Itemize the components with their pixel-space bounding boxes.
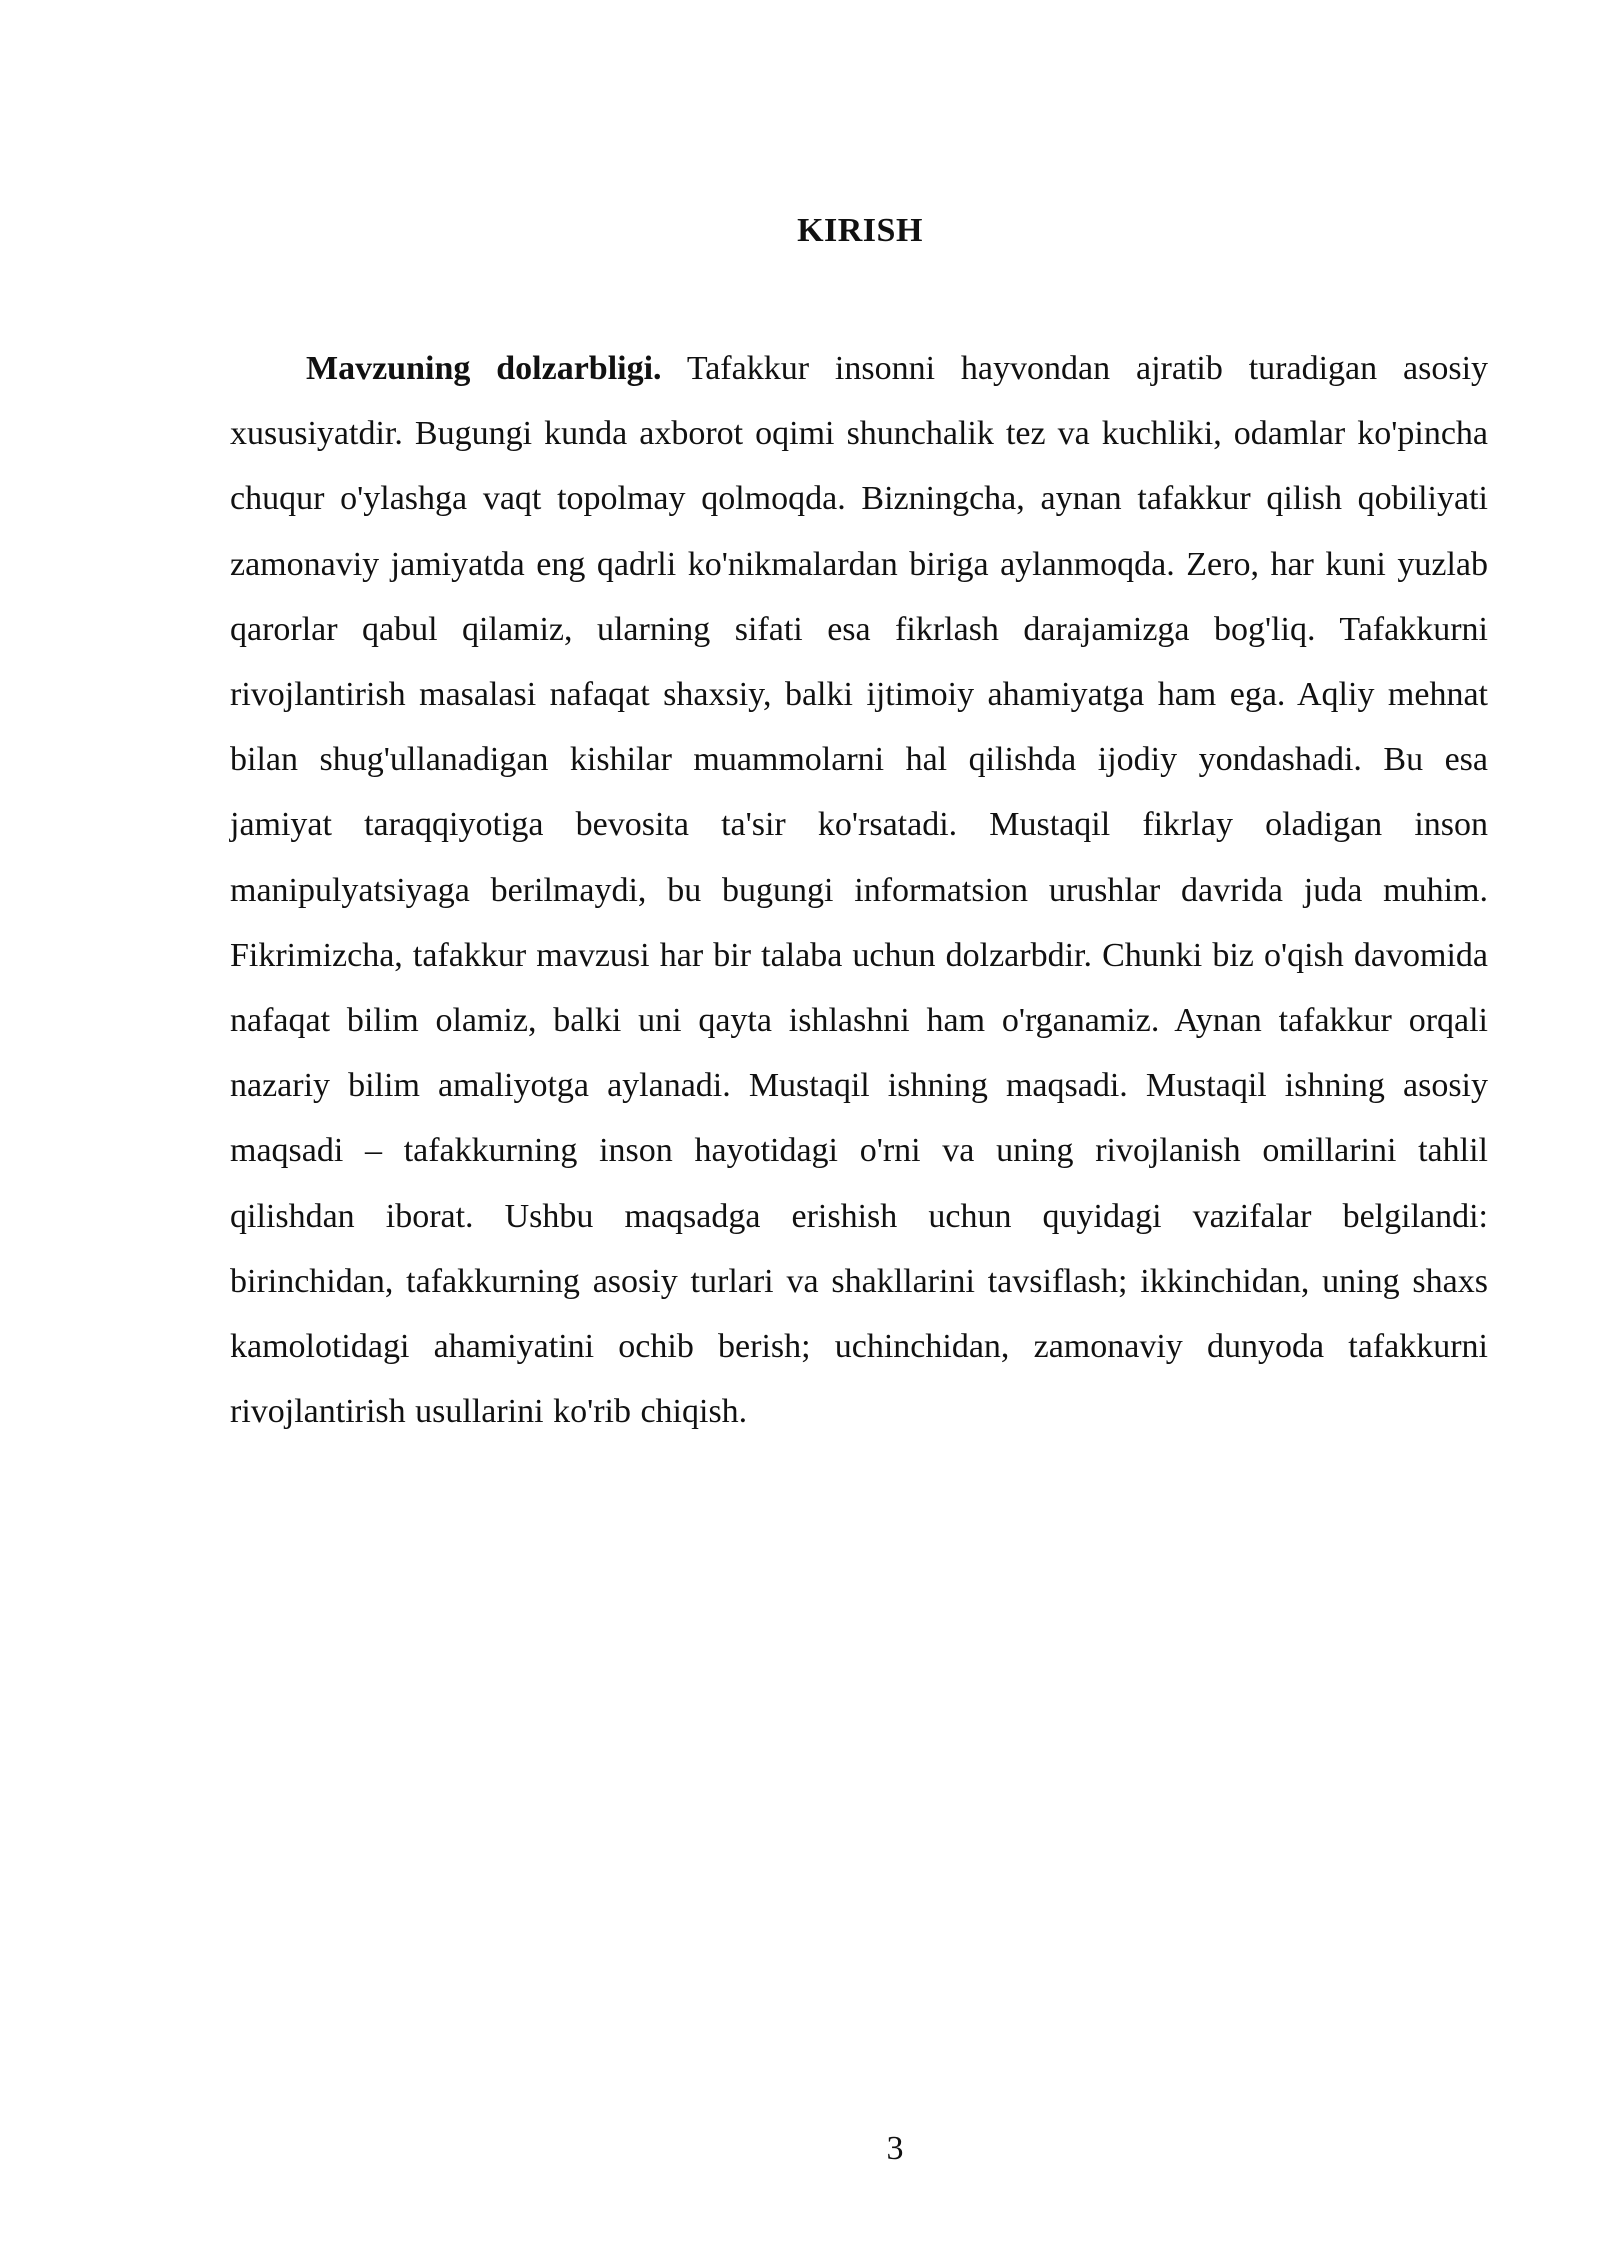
page-number: 3 bbox=[886, 2130, 904, 2167]
paragraph-text: Tafakkur insonni hayvondan ajratib turadigan asosiy xususiyatdir. Bugungi kunda axborot oqimi shunchalik tez va kuchliki, odamlar ko'pincha chuqur o'ylashga vaqt topolmay qolmoqda. Bizningcha, aynan tafakkur qilish qobiliyati zamonaviy jamiyatda eng qadrli ko'nikmalardan biriga aylanmoqda. Zero, har kuni yuzlab qarorlar qabul qilamiz, ularning sifati esa fikrlash darajamizga bog'liq. Tafakkurni rivojlantirish masalasi nafaqat shaxsiy, balki ijtimoiy ahamiyatga ham ega. Aqliy mehnat bilan shug'ullanadigan kishilar muammolarni hal qilishda ijodiy yondashadi. Bu esa jamiyat taraqqiyotiga bevosita ta'sir ko'rsatadi. Mustaqil fikrlay oladigan inson manipulyatsiyaga berilmaydi, bu bugungi informatsion urushlar davrida juda muhim. Fikrimizcha, tafakkur mavzusi har bir talaba uchun dolzarbdir. Chunki biz o'qish davomida nafaqat bilim olamiz, balki uni qayta ishlashni ham o'rganamiz. Aynan tafakkur orqali nazariy bilim amaliyotga aylanadi. Mustaqil ishning maqsadi. Mustaqil ishning asosiy maqsadi – tafakkurning inson hayotidagi o'rni va uning rivojlanish omillarini tahlil qilishdan iborat. Ushbu maqsadga erishish uchun quyidagi vazifalar belgilandi: birinchidan, tafakkurning asosiy turlari va shakllarini tavsiflash; ikkinchidan, uning shaxs kamolotidagi ahamiyatini ochib berish; uchinchidan, zamonaviy dunyoda tafakkurni rivojlantirish usullarini ko'rib chiqish. bbox=[230, 350, 1489, 1431]
intro-paragraph bbox=[230, 336, 1488, 1444]
page-title: KIRISH bbox=[797, 212, 923, 249]
paragraph-lead: Mavzuning dolzarbligi. bbox=[306, 350, 662, 387]
